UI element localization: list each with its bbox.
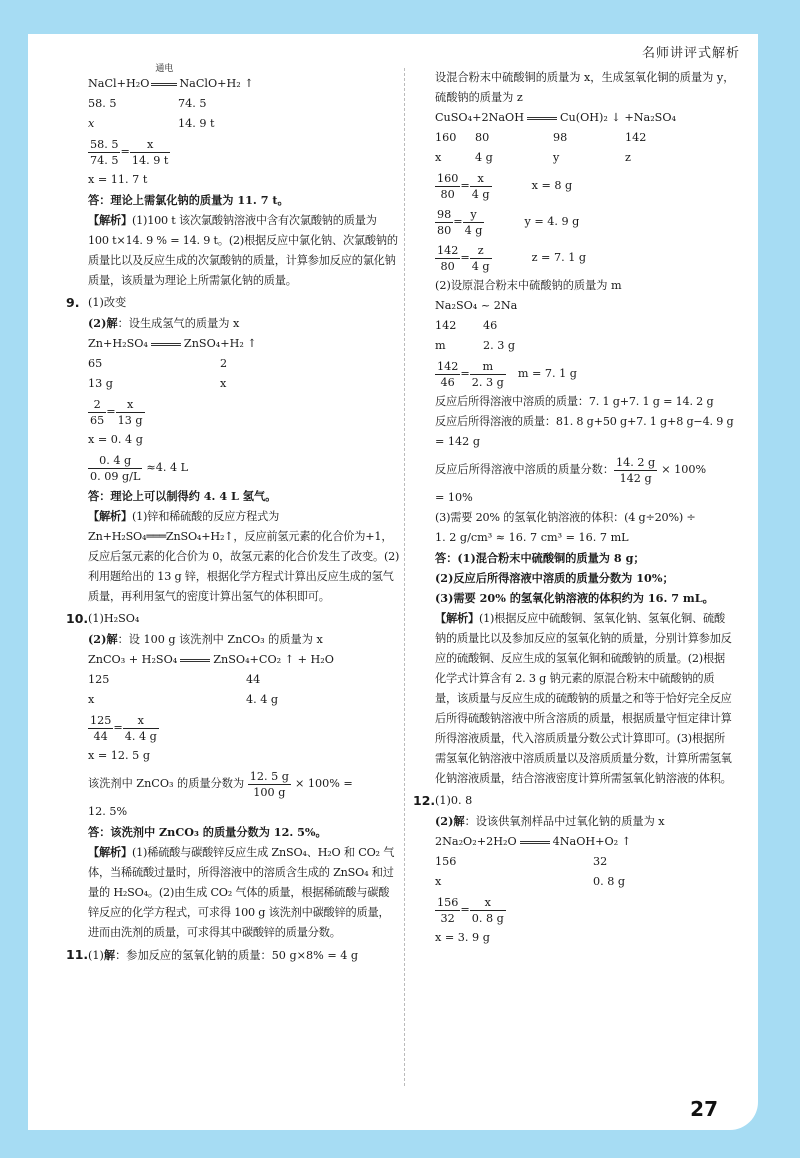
- percentage-calc: 该洗剂中 ZnCO₃ 的质量分数为 $\frac{12. 5 g}{100 g}$ × 100% =: [88, 769, 353, 799]
- column-divider: [404, 68, 405, 1086]
- solution-intro: (2)解：设该供氧剂样品中过氧化钠的质量为 x: [435, 814, 665, 828]
- analysis: 【解析】(1)锌和稀硫酸的反应方程式为 Zn+H₂SO₄═══ZnSO₄+H₂↑，反应前氢元素的化合价为+1，反应后氢元素的化合价为 0，故氢元素的化合价发生了改变。(2)利用题给出的 13 g 锌，根据化学方程式计算出反应生成的氢气质量，再利用氢气的密度计算出氢气的体积即可。: [88, 509, 400, 603]
- equation: Zn+H₂SO₄ ZnSO₄+H₂ ↑: [88, 337, 257, 350]
- result: = 10%: [435, 491, 473, 504]
- page-number: 27: [690, 1097, 718, 1121]
- ratio-row: m 2. 3 g: [435, 339, 516, 352]
- ratio-row: 13 g x: [88, 377, 227, 390]
- ratio-row: 58. 5 74. 5: [88, 97, 207, 110]
- answer: 答：该洗剂中 ZnCO₃ 的质量分数为 12. 5%。: [88, 825, 327, 839]
- part-2-intro: (2)设原混合粉末中硫酸钠的质量为 m: [435, 279, 622, 292]
- ratio-row: 65 2: [88, 357, 228, 370]
- left-column: [66, 64, 400, 966]
- question-11: 11. (1)解：参加反应的氢氧化钠的质量：50 g×8% = 4 g: [66, 947, 359, 962]
- result: x = 3. 9 g: [435, 931, 490, 944]
- analysis: 【解析】(1)100 t 该次氯酸钠溶液中含有次氯酸钠的质量为 100 t×14. 9 % = 14. 9 t。(2)根据反应中氯化钠、次氯酸钠的质量比以及反应生成的次氯酸钠的质量，计算参加反应的氯化钠质量，该质量为理论上所需氯化钠的质量。: [88, 213, 398, 287]
- ratio-row: 160 80 98 142: [435, 131, 647, 144]
- reaction-condition: 通电: [149, 74, 179, 94]
- part-3-cont: 1. 2 g/cm³ ≈ 16. 7 cm³ = 16. 7 mL: [435, 531, 629, 544]
- ratio-row: 142 46: [435, 319, 498, 332]
- part-3: (3)需要 20% 的氢氧化钠溶液的体积：(4 g÷20%) ÷: [435, 511, 696, 524]
- proportion: $\frac{2}{65}$ = $\frac{x}{13 g}$: [90, 397, 143, 427]
- question-9: 9. (1)改变: [66, 295, 127, 310]
- question-10: 10. (1)H₂SO₄: [66, 611, 140, 626]
- answer: 答：理论上需氯化钠的质量为 11. 7 t。: [88, 193, 289, 207]
- ratio-row: x 0. 8 g: [435, 875, 626, 888]
- mass-fraction-calc: 反应后所得溶液中溶质的质量分数： $\frac{14. 2 g}{142 g}$ × 100%: [435, 455, 707, 485]
- solution-intro: (2)解：设生成氢气的质量为 x: [88, 316, 240, 330]
- ratio-row: x 4 g y z: [435, 151, 631, 164]
- volume-calc: $\frac{0. 4 g}{0. 09 g/L}$ ≈4. 4 L: [90, 453, 189, 483]
- equation: 2Na₂O₂+2H₂O 4NaOH+O₂ ↑: [435, 835, 632, 848]
- ratio-row: 125 44: [88, 673, 261, 686]
- ratio-row: x 4. 4 g: [88, 693, 279, 706]
- solution-mass: 反应后所得溶液的质量：81. 8 g+50 g+7. 1 g+8 g−4. 9 g: [435, 415, 734, 428]
- proportion: $\frac{125}{44}$ = $\frac{x}{4. 4 g}$: [90, 713, 157, 743]
- equation: NaCl+H₂O 通电 NaClO+H₂ ↑: [88, 74, 400, 94]
- right-column: [413, 68, 735, 948]
- proportion-m: $\frac{142}{46}$ = $\frac{m}{2. 3 g}$ m = 7. 1 g: [437, 359, 577, 389]
- proportion-z: $\frac{142}{80}$ = $\frac{z}{4 g}$ z = 7. 1 g: [437, 243, 587, 273]
- answer: (2)反应后所得溶液中溶质的质量分数为 10%；: [435, 571, 674, 585]
- solution-intro: (2)解：设 100 g 该洗剂中 ZnCO₃ 的质量为 x: [88, 632, 323, 646]
- solution-intro: 设混合粉末中硫酸铜的质量为 x，生成氢氧化铜的质量为 y，硫酸钠的质量为 z: [435, 71, 735, 104]
- question-12: 12. (1)0. 8: [413, 793, 473, 808]
- proportion-x: $\frac{160}{80}$ = $\frac{x}{4 g}$ x = 8 g: [437, 171, 573, 201]
- result: x = 12. 5 g: [88, 749, 150, 762]
- result: x = 11. 7 t: [88, 173, 148, 186]
- analysis: 【解析】(1)稀硫酸与碳酸锌反应生成 ZnSO₄、H₂O 和 CO₂ 气体，当稀硫酸过量时，所得溶液中的溶质含生成的 ZnSO₄ 和过量的 H₂SO₄。(2)由生成 CO₂ 气体的质量，根据稀硫酸与碳酸锌反应的化学方程式，可求得 100 g 该洗剂中碳酸锌的质量，进而由洗剂的质量，可求得其中碳酸锌的质量分数。: [88, 845, 395, 939]
- result: 12. 5%: [88, 805, 128, 818]
- proportion-y: $\frac{98}{80}$ = $\frac{y}{4 g}$ y = 4. 9 g: [437, 207, 580, 237]
- solution-mass-result: = 142 g: [435, 435, 481, 448]
- solute-mass: 反应后所得溶液中溶质的质量：7. 1 g+7. 1 g = 14. 2 g: [435, 395, 714, 408]
- analysis: 【解析】(1)根据反应中硫酸铜、氢氧化钠、氢氧化铜、硫酸钠的质量比以及参加反应的氢氧化钠的质量，分别计算参加反应的硫酸铜、反应生成的氢氧化铜和硫酸钠的质量。(2)根据化学式计算含有 2. 3 g 钠元素的原混合粉末中硫酸钠的质量，该质量与反应生成的硫酸钠的质量之和等于恰好完全反应后所得硫酸钠溶液中所含溶质的质量，根据质量守恒定律计算所得溶液质量，代入溶质质量分数公式计算即可。(3)根据所需氢氧化钠溶液中溶质质量以及溶质质量分数，计算所需氢氧化钠溶液质量，结合溶液密度计算所需氢氧化钠溶液的体积。: [435, 611, 732, 785]
- equation: ZnCO₃ + H₂SO₄ ZnSO₄+CO₂ ↑ + H₂O: [88, 653, 334, 666]
- relation: Na₂SO₄ ~ 2Na: [435, 299, 518, 312]
- answer: (3)需要 20% 的氢氧化钠溶液的体积约为 16. 7 mL。: [435, 591, 714, 605]
- answer: 答：(1)混合粉末中硫酸铜的质量为 8 g；: [435, 551, 645, 565]
- ratio-row: 156 32: [435, 855, 608, 868]
- proportion: $\frac{156}{32}$ = $\frac{x}{0. 8 g}$: [437, 895, 504, 925]
- proportion: $\frac{58. 5}{74. 5}$ = $\frac{x}{14. 9 t}$: [90, 137, 169, 167]
- result: x = 0. 4 g: [88, 433, 143, 446]
- equation: CuSO₄+2NaOH Cu(OH)₂ ↓ +Na₂SO₄: [435, 111, 677, 124]
- header-title: 名师讲评式解析: [641, 46, 740, 61]
- answer: 答：理论上可以制得约 4. 4 L 氢气。: [88, 489, 277, 503]
- ratio-row: x 14. 9 t: [88, 117, 215, 130]
